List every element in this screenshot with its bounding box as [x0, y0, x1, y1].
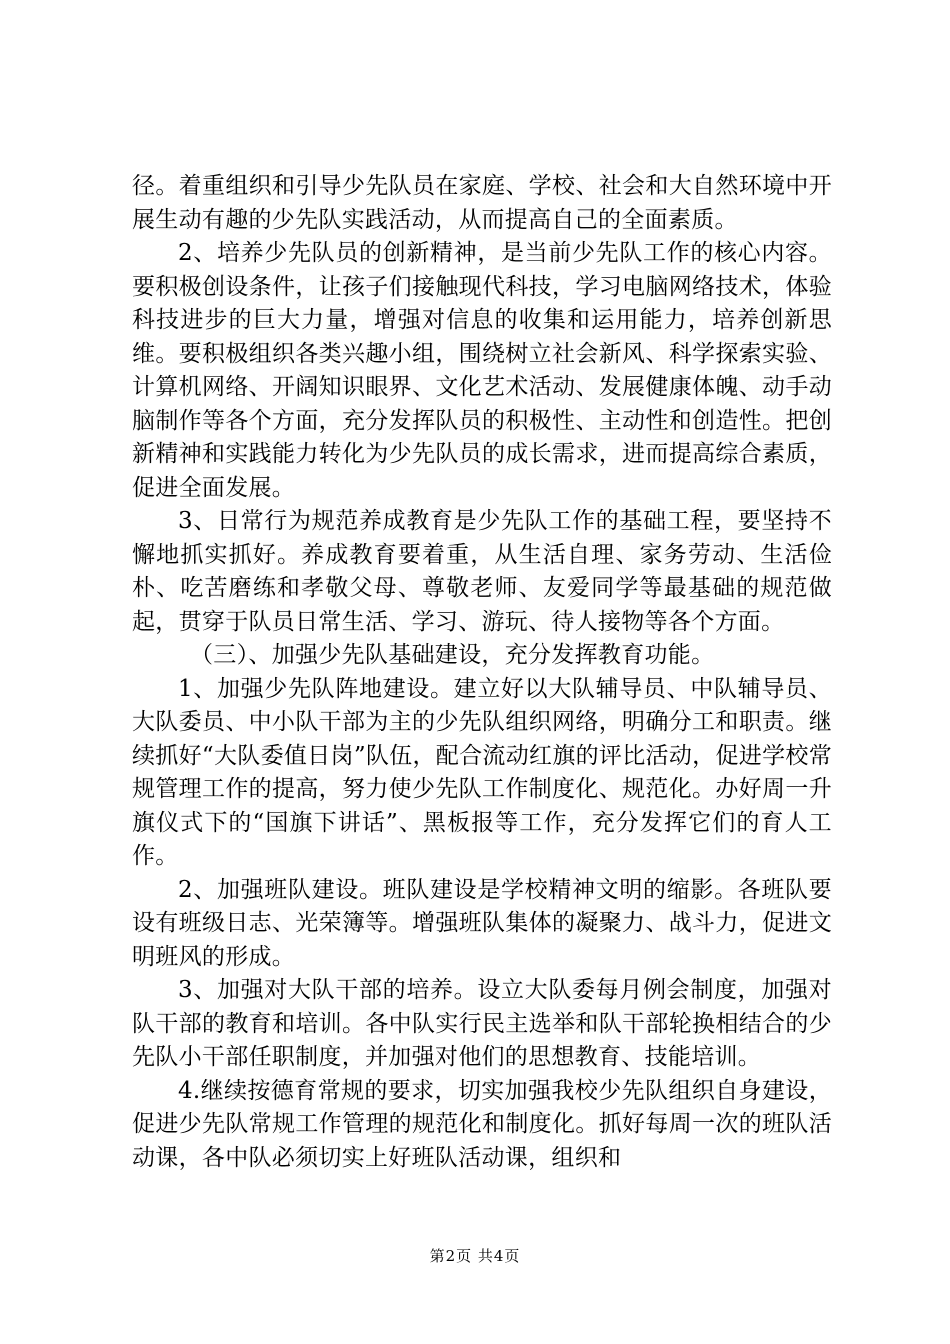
paragraph-2: 2、培养少先队员的创新精神，是当前少先队工作的核心内容。要积极创设条件，让孩子们接触现代科技，学习电脑网络技术，体验科技进步的巨大力量，增强对信息的收集和运用能力，培养创新思维。要积极组织各类兴趣小组，围绕树立社会新风、科学探索实验、计算机网络、开阔知识眼界、文化艺术活动、发展健康体魄、动手动脑制作等各个方面，充分发挥队员的积极性、主动性和创造性。把创新精神和实践能力转化为少先队员的成长需求，进而提高综合素质，促进全面发展。	[132, 240, 832, 501]
paragraph-5: 2、加强班队建设。班队建设是学校精神文明的缩影。各班队要设有班级日志、光荣簿等。增强班队集体的凝聚力、战斗力，促进文明班风的形成。	[132, 876, 832, 970]
paragraph-6: 3、加强对大队干部的培养。设立大队委每月例会制度，加强对队干部的教育和培训。各中队实行民主选举和队干部轮换相结合的少先队小干部任职制度，并加强对他们的思想教育、技能培训。	[132, 977, 832, 1070]
paragraph-7: 4.继续按德育常规的要求，切实加强我校少先队组织自身建设，促进少先队常规工作管理的规范化和制度化。抓好每周一次的班队活动课，各中队必须切实上好班队活动课，组织和	[132, 1077, 832, 1171]
paragraph-4: 1、加强少先队阵地建设。建立好以大队辅导员、中队辅导员、大队委员、中小队干部为主的少先队组织网络，明确分工和职责。继续抓好“大队委值日岗”队伍，配合流动红旗的评比活动，促进学校常规管理工作的提高，努力使少先队工作制度化、规范化。办好周一升旗仪式下的“国旗下讲话”、黑板报等工作，充分发挥它们的育人工作。	[132, 675, 832, 869]
section-heading: （三）、加强少先队基础建设，充分发挥教育功能。	[190, 642, 715, 668]
paragraph-3: 3、日常行为规范养成教育是少先队工作的基础工程，要坚持不懈地抓实抓好。养成教育要着重，从生活自理、家务劳动、生活俭朴、吃苦磨练和孝敬父母、尊敬老师、友爱同学等最基础的规范做起，贯穿于队员日常生活、学习、游玩、待人接物等各个方面。	[132, 508, 832, 635]
paragraph-1: 径。着重组织和引导少先队员在家庭、学校、社会和大自然环境中开展生动有趣的少先队实践活动，从而提高自己的全面素质。	[132, 173, 832, 233]
document-body	[132, 170, 832, 1175]
page-footer: 第2页 共4页	[429, 1247, 521, 1265]
